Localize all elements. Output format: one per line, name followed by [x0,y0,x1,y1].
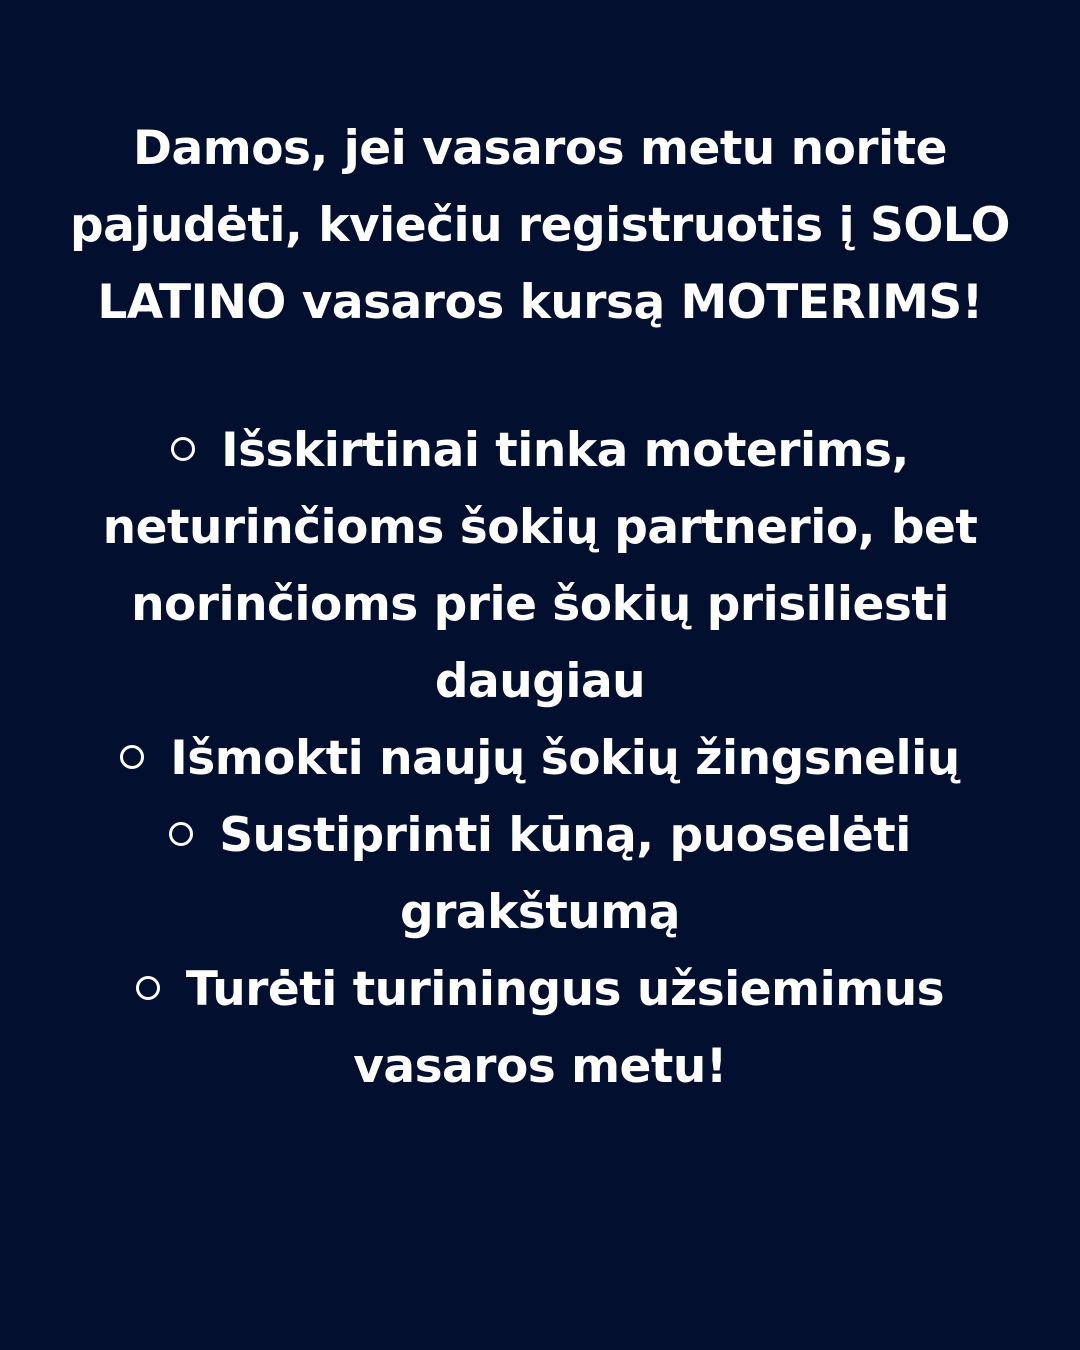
list-item-text: Išmokti naujų šokių žingsnelių [170,731,960,786]
list-item [40,720,1040,797]
list-item [40,797,1040,951]
benefits-list [40,412,1040,1105]
circle-bullet-icon [136,976,160,1000]
intro-heading: Damos, jei vasaros metu norite pajudėti, kviečiu registruotis į SOLO LATINO vasaros kursą MOTERIMS! [69,121,1011,330]
circle-bullet-icon [169,822,193,846]
list-item-text: Turėti turiningus užsiemimus vasaros metu! [185,962,945,1094]
circle-bullet-icon [120,745,144,769]
list-item-text: Sustiprinti kūną, puoselėti grakštumą [219,808,911,940]
list-item-text: Išskirtinai tinka moterims, neturinčioms šokių partnerio, bet norinčioms prie šokių prisiliesti daugiau [102,423,978,709]
circle-bullet-icon [171,437,195,461]
list-item [40,412,1040,720]
list-item [40,951,1040,1105]
